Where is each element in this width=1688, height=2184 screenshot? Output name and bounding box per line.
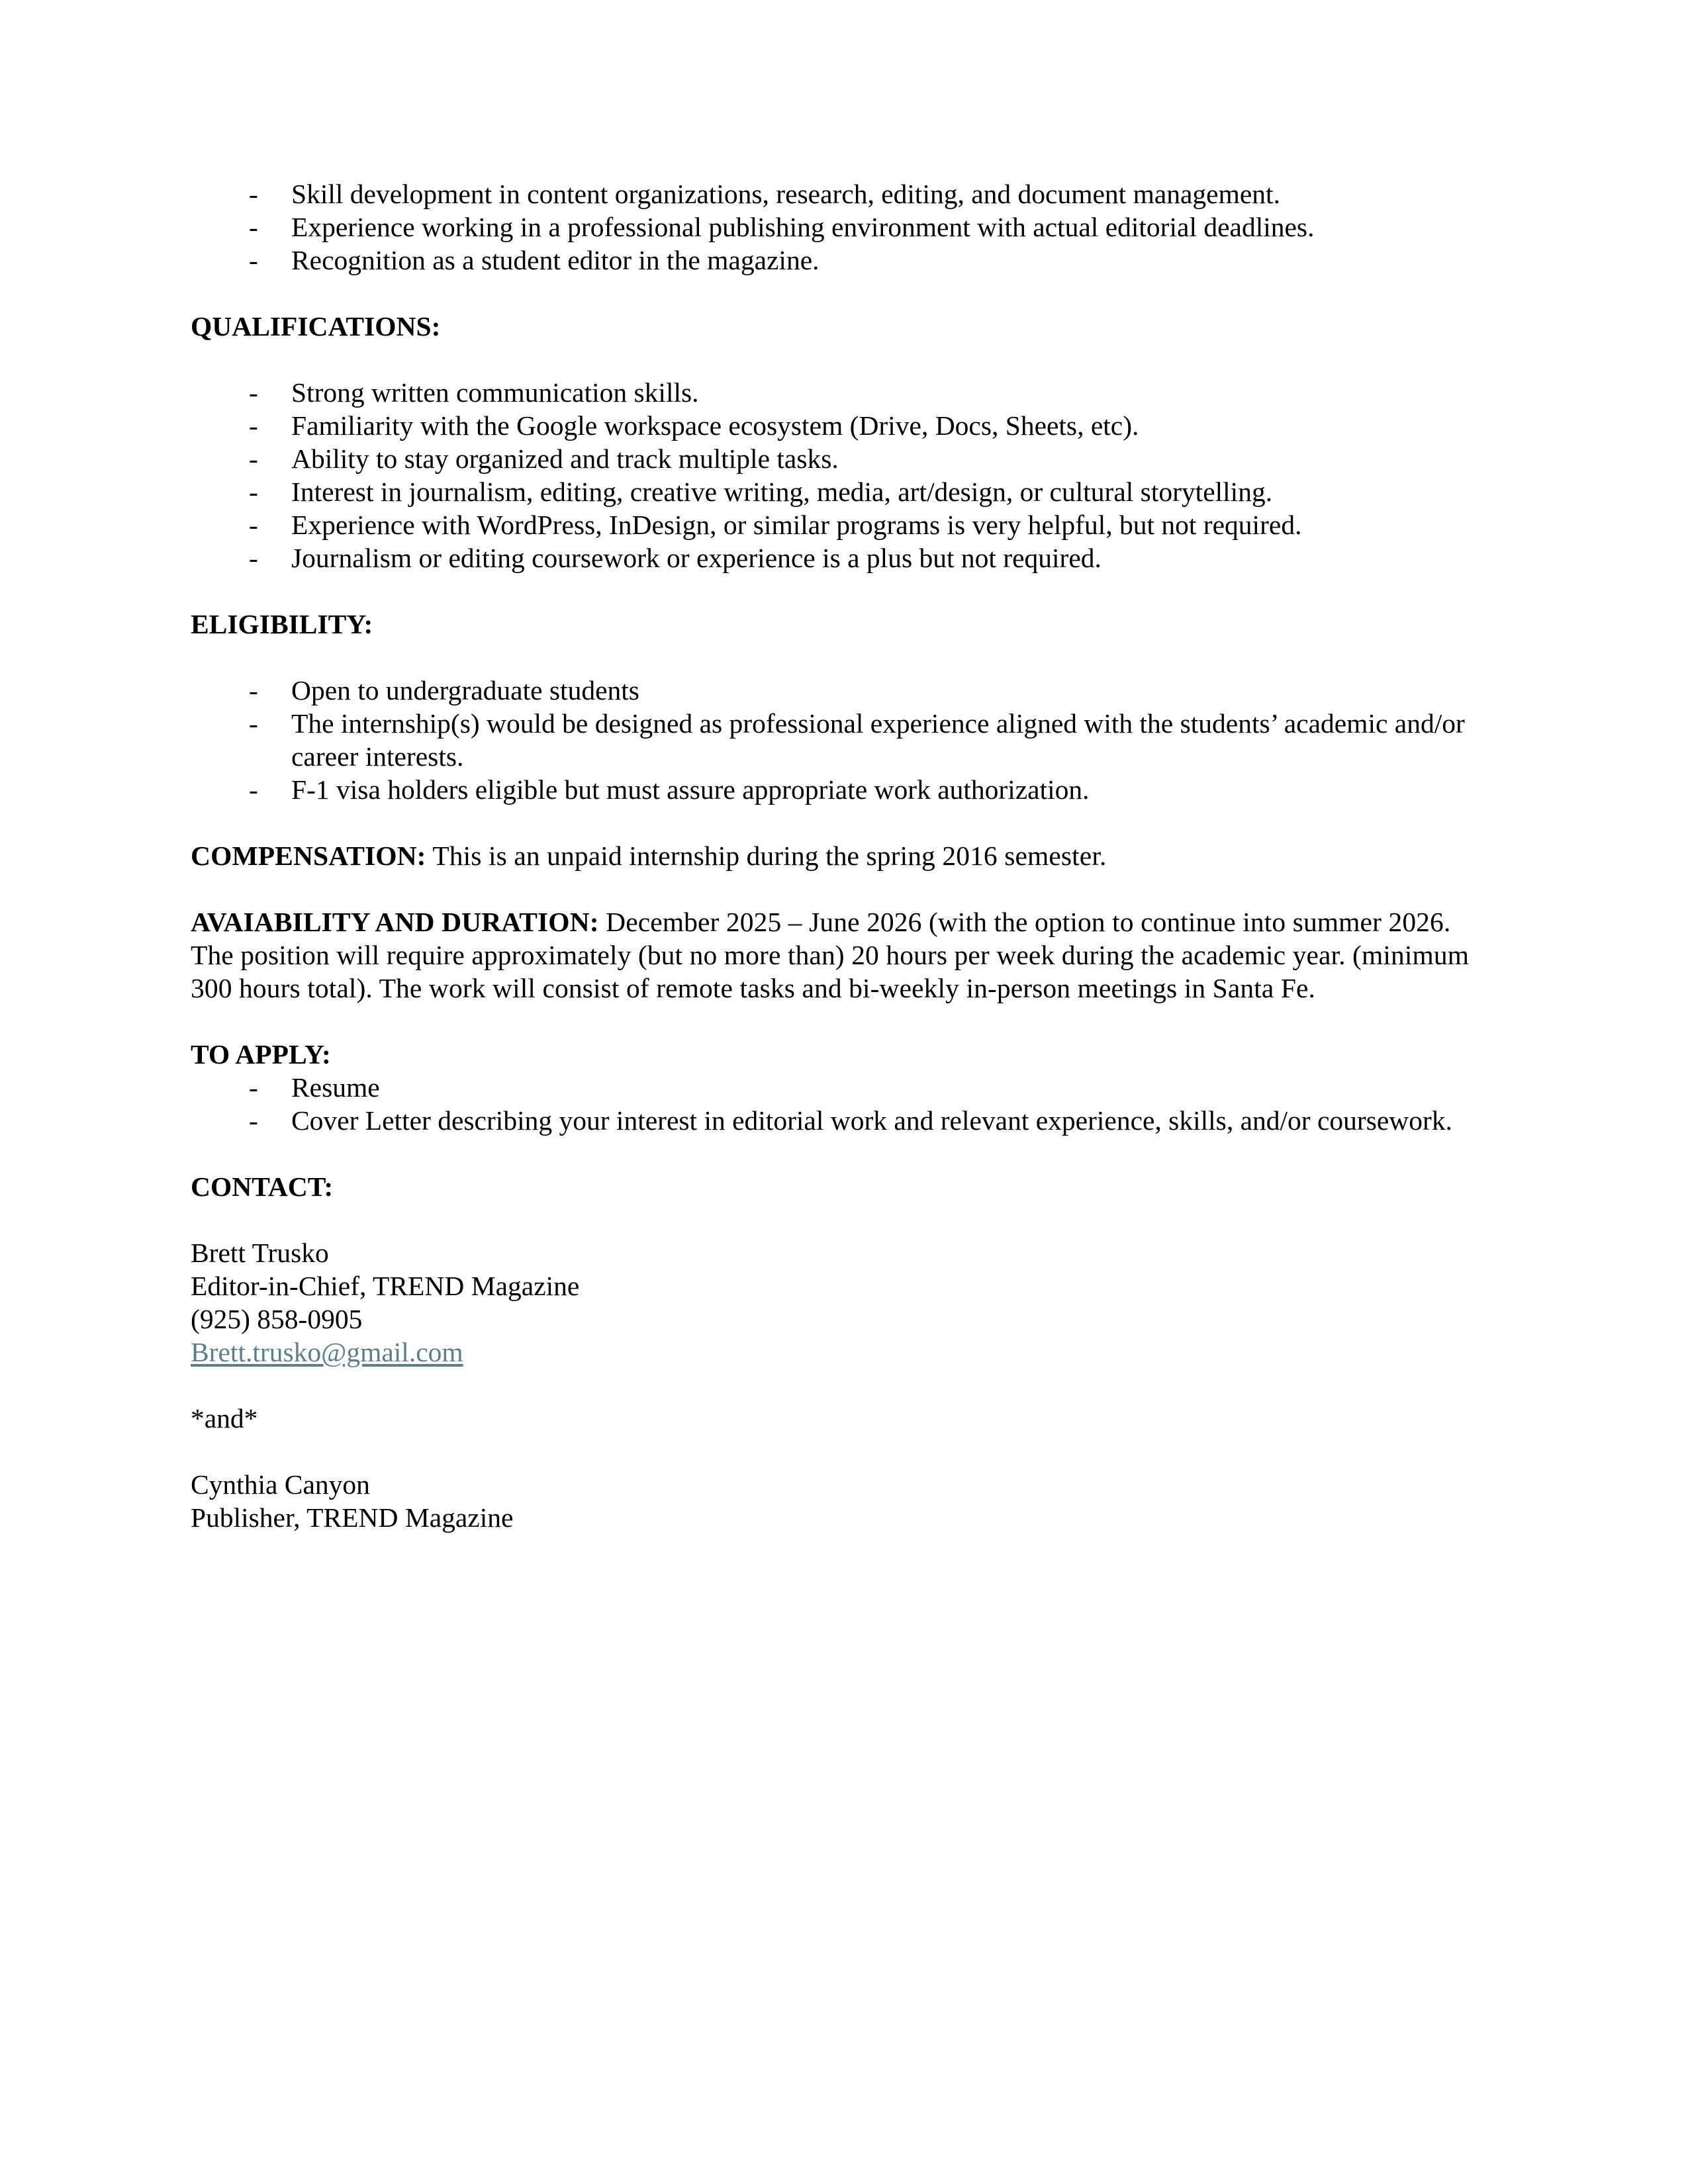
compensation-text: This is an unpaid internship during the spring 2016 semester. (426, 841, 1107, 871)
list-item (191, 707, 1485, 773)
list-item-text: Experience with WordPress, InDesign, or similar programs is very helpful, but not required. (291, 510, 1302, 540)
list-item (191, 244, 1485, 277)
list-item-text: Familiarity with the Google workspace ecosystem (Drive, Docs, Sheets, etc). (291, 410, 1139, 441)
bullet-dash-icon: - (249, 245, 258, 275)
bullet-dash-icon: - (249, 543, 258, 573)
list-item (191, 177, 1485, 210)
bullet-dash-icon: - (249, 1105, 258, 1136)
list-item (191, 442, 1485, 475)
bullet-dash-icon: - (249, 675, 258, 705)
contact-two-title: Publisher, TREND Magazine (191, 1502, 514, 1533)
spacer (191, 872, 1485, 905)
section-heading-eligibility: ELIGIBILITY: (191, 609, 373, 639)
availability-label: AVAIABILITY AND DURATION: (191, 907, 599, 937)
compensation-paragraph (191, 839, 1485, 872)
availability-text: December 2025 – June 2026 (with the option to continue into summer 2026. The position will require approximately (but no more than) 20 hours per week during the academic year. (minimum 300 hours total). The work will consist of remote tasks and bi-weekly in-person meetings in Santa Fe. (191, 907, 1470, 1003)
contact-one-phone: (925) 858-0905 (191, 1304, 363, 1334)
contact-separator: *and* (191, 1403, 258, 1433)
spacer (191, 641, 1485, 674)
list-item (191, 508, 1485, 541)
spacer (191, 1369, 1485, 1402)
spacer (191, 574, 1485, 608)
spacer (191, 277, 1485, 310)
list-item-text: Resume (291, 1072, 380, 1103)
bullet-dash-icon: - (249, 510, 258, 540)
contact-one-title: Editor-in-Chief, TREND Magazine (191, 1271, 580, 1301)
list-item (191, 674, 1485, 707)
list-item-text: Skill development in content organizations, research, editing, and document management. (291, 179, 1280, 209)
spacer (191, 343, 1485, 376)
compensation-label: COMPENSATION: (191, 841, 426, 871)
list-item-text: The internship(s) would be designed as professional experience aligned with the students’ academic and/or career interests. (291, 708, 1465, 772)
list-item (191, 1071, 1485, 1104)
list-item-text: Open to undergraduate students (291, 675, 639, 705)
contact-two-name: Cynthia Canyon (191, 1469, 370, 1500)
spacer (191, 1005, 1485, 1038)
availability-paragraph (191, 905, 1485, 1005)
spacer (191, 1137, 1485, 1170)
list-item (191, 773, 1485, 806)
list-item-text: Experience working in a professional publishing environment with actual editorial deadlines. (291, 212, 1315, 242)
bullet-dash-icon: - (249, 410, 258, 441)
list-item (191, 475, 1485, 508)
bullet-dash-icon: - (249, 443, 258, 474)
list-item (191, 541, 1485, 574)
list-item-text: Recognition as a student editor in the magazine. (291, 245, 820, 275)
list-item-text: Cover Letter describing your interest in editorial work and relevant experience, skills, and/or coursework. (291, 1105, 1452, 1136)
contact-one-name: Brett Trusko (191, 1238, 329, 1268)
to-apply-list (191, 1071, 1485, 1137)
bullet-dash-icon: - (249, 1072, 258, 1103)
bullet-dash-icon: - (249, 708, 258, 739)
qualifications-list (191, 376, 1485, 574)
section-heading-contact: CONTACT: (191, 1171, 334, 1202)
spacer (191, 806, 1485, 839)
bullet-dash-icon: - (249, 477, 258, 507)
list-item (191, 409, 1485, 442)
bullet-dash-icon: - (249, 179, 258, 209)
list-item (191, 376, 1485, 409)
spacer (191, 1203, 1485, 1236)
document-body (191, 177, 1485, 1534)
list-item-text: Journalism or editing coursework or experience is a plus but not required. (291, 543, 1102, 573)
bullet-dash-icon: - (249, 212, 258, 242)
bullet-dash-icon: - (249, 377, 258, 408)
list-item-text: F-1 visa holders eligible but must assure appropriate work authorization. (291, 774, 1090, 805)
benefits-list (191, 177, 1485, 277)
bullet-dash-icon: - (249, 774, 258, 805)
list-item (191, 1104, 1485, 1137)
list-item-text: Ability to stay organized and track multiple tasks. (291, 443, 839, 474)
list-item (191, 210, 1485, 244)
eligibility-list (191, 674, 1485, 806)
spacer (191, 1435, 1485, 1468)
contact-email-link[interactable]: Brett.trusko@gmail.com (191, 1337, 463, 1367)
contact-one-email-line (191, 1336, 1485, 1369)
list-item-text: Strong written communication skills. (291, 377, 699, 408)
section-heading-qualifications: QUALIFICATIONS: (191, 311, 441, 341)
list-item-text: Interest in journalism, editing, creative writing, media, art/design, or cultural storytelling. (291, 477, 1273, 507)
section-heading-to-apply: TO APPLY: (191, 1039, 331, 1069)
